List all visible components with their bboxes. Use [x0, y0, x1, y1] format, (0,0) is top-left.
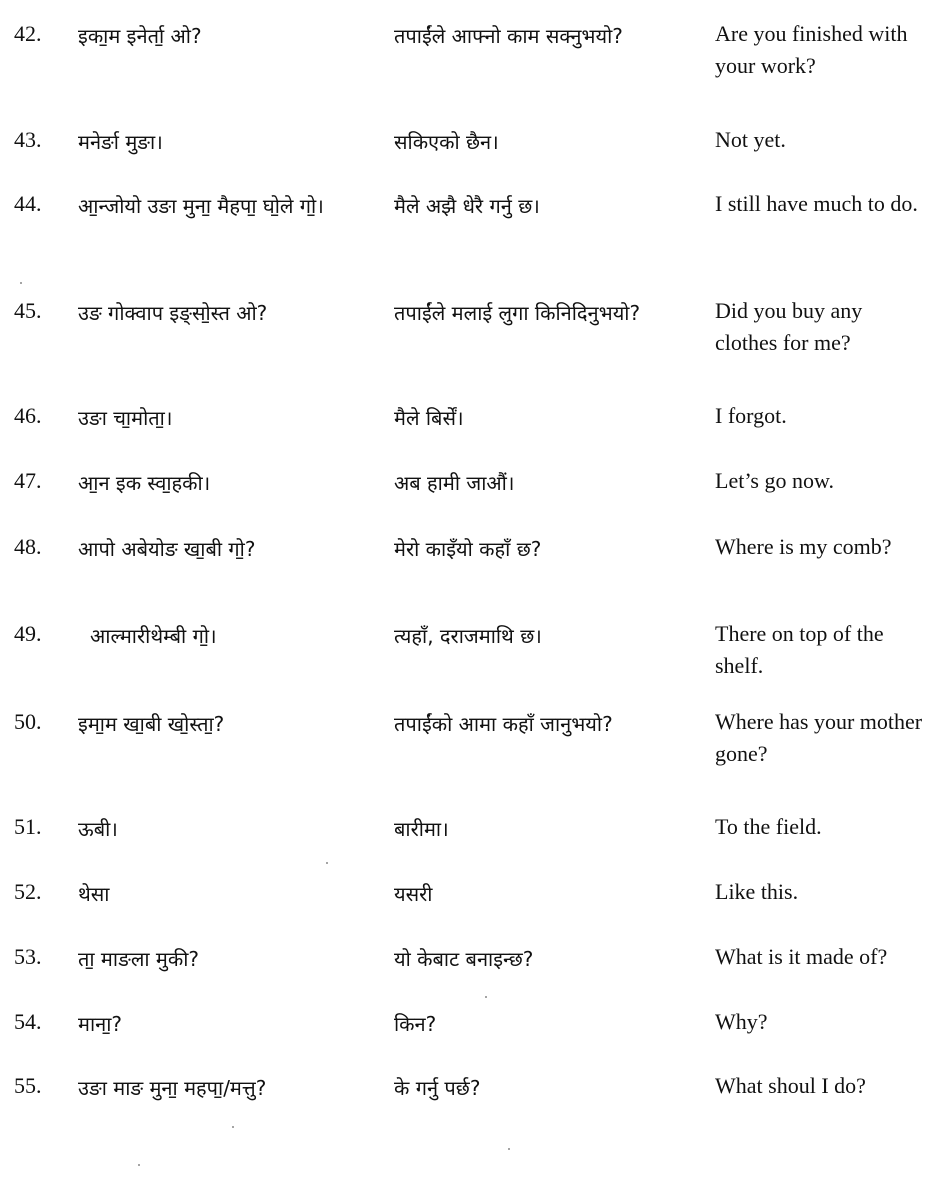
phrase-number: 43.: [14, 127, 42, 152]
nepali-phrase: तपाईंले आफ्नो काम सक्नुभयो?: [394, 24, 623, 48]
scan-speck: [485, 996, 487, 998]
phrase-number: 46.: [14, 403, 42, 428]
limbu-phrase: उङा माङ मुना॒ महपा॒/मत्तु?: [78, 1076, 267, 1100]
limbu-phrase: आपो अबेयोङ खा॒बी गो॒?: [78, 537, 256, 561]
limbu-phrase: आ॒न इक स्वा॒हकी।: [78, 471, 211, 495]
phrase-number: 51.: [14, 814, 42, 839]
limbu-phrase: ऊबी।: [78, 817, 118, 841]
scan-speck: [508, 1148, 510, 1150]
scan-speck: [232, 1126, 234, 1128]
limbu-phrase: ता॒ माङला मुकी?: [78, 947, 200, 971]
scan-speck: [138, 1164, 140, 1166]
english-phrase: To the field.: [715, 814, 822, 839]
english-phrase: What is it made of?: [715, 944, 888, 969]
phrase-number: 54.: [14, 1009, 42, 1034]
english-phrase: Why?: [715, 1009, 768, 1034]
limbu-phrase: उङा चा॒मोता॒।: [78, 406, 173, 430]
nepali-phrase: मैले अझै धेरै गर्नु छ।: [394, 194, 540, 218]
scan-speck: [326, 862, 328, 864]
limbu-phrase: आ॒न्जोयो उङा मुना॒ मैहपा॒ घो॒ले गो॒।: [78, 194, 324, 218]
nepali-phrase: यो केबाट बनाइन्छ?: [394, 947, 534, 971]
english-phrase: Not yet.: [715, 127, 786, 152]
nepali-phrase: बारीमा।: [394, 817, 449, 841]
nepali-phrase: के गर्नु पर्छ?: [394, 1076, 481, 1100]
limbu-phrase: मनेर्ङा मुङा।: [78, 130, 163, 154]
phrase-number: 50.: [14, 709, 42, 734]
phrase-number: 49.: [14, 621, 42, 646]
nepali-phrase: त्यहाँ, दराजमाथि छ।: [394, 624, 542, 648]
phrase-number: 42.: [14, 21, 42, 46]
english-phrase: Like this.: [715, 879, 799, 904]
limbu-phrase: थेसा: [78, 882, 110, 906]
english-phrase: Are you finished with your work?: [715, 21, 908, 78]
nepali-phrase: अब हामी जाऔं।: [394, 471, 515, 495]
phrase-number: 44.: [14, 191, 42, 216]
english-phrase: Did you buy any clothes for me?: [715, 298, 863, 355]
limbu-phrase: उङ गोक्वाप इङ्सो॒स्त ओ?: [78, 301, 268, 325]
english-phrase: What shoul I do?: [715, 1073, 866, 1098]
phrase-number: 52.: [14, 879, 42, 904]
nepali-phrase: यसरी: [394, 882, 433, 906]
phrase-number: 47.: [14, 468, 42, 493]
scan-speck: [20, 282, 22, 284]
nepali-phrase: सकिएको छैन।: [394, 130, 499, 154]
phrase-number: 48.: [14, 534, 42, 559]
limbu-phrase: इमा॒म खा॒बी खो॒स्ता॒?: [78, 712, 225, 736]
nepali-phrase: तपाईंको आमा कहाँ जानुभयो?: [394, 712, 613, 736]
limbu-phrase: इका॒म इनेर्ता॒ ओ?: [78, 24, 202, 48]
phrase-number: 53.: [14, 944, 42, 969]
nepali-phrase: मेरो काइँयो कहाँ छ?: [394, 537, 542, 561]
english-phrase: I forgot.: [715, 403, 787, 428]
limbu-phrase: माना॒?: [78, 1012, 123, 1036]
english-phrase: There on top of the shelf.: [715, 621, 884, 678]
limbu-phrase: आल्मारीथेम्बी गो॒।: [90, 624, 217, 648]
phrase-number: 45.: [14, 298, 42, 323]
nepali-phrase: मैले बिर्सें।: [394, 406, 464, 430]
english-phrase: Where is my comb?: [715, 534, 892, 559]
nepali-phrase: तपाईंले मलाई लुगा किनिदिनुभयो?: [394, 301, 641, 325]
english-phrase: Where has your mother gone?: [715, 709, 923, 766]
english-phrase: I still have much to do.: [715, 191, 918, 216]
english-phrase: Let’s go now.: [715, 468, 834, 493]
nepali-phrase: किन?: [394, 1012, 437, 1036]
phrase-number: 55.: [14, 1073, 42, 1098]
